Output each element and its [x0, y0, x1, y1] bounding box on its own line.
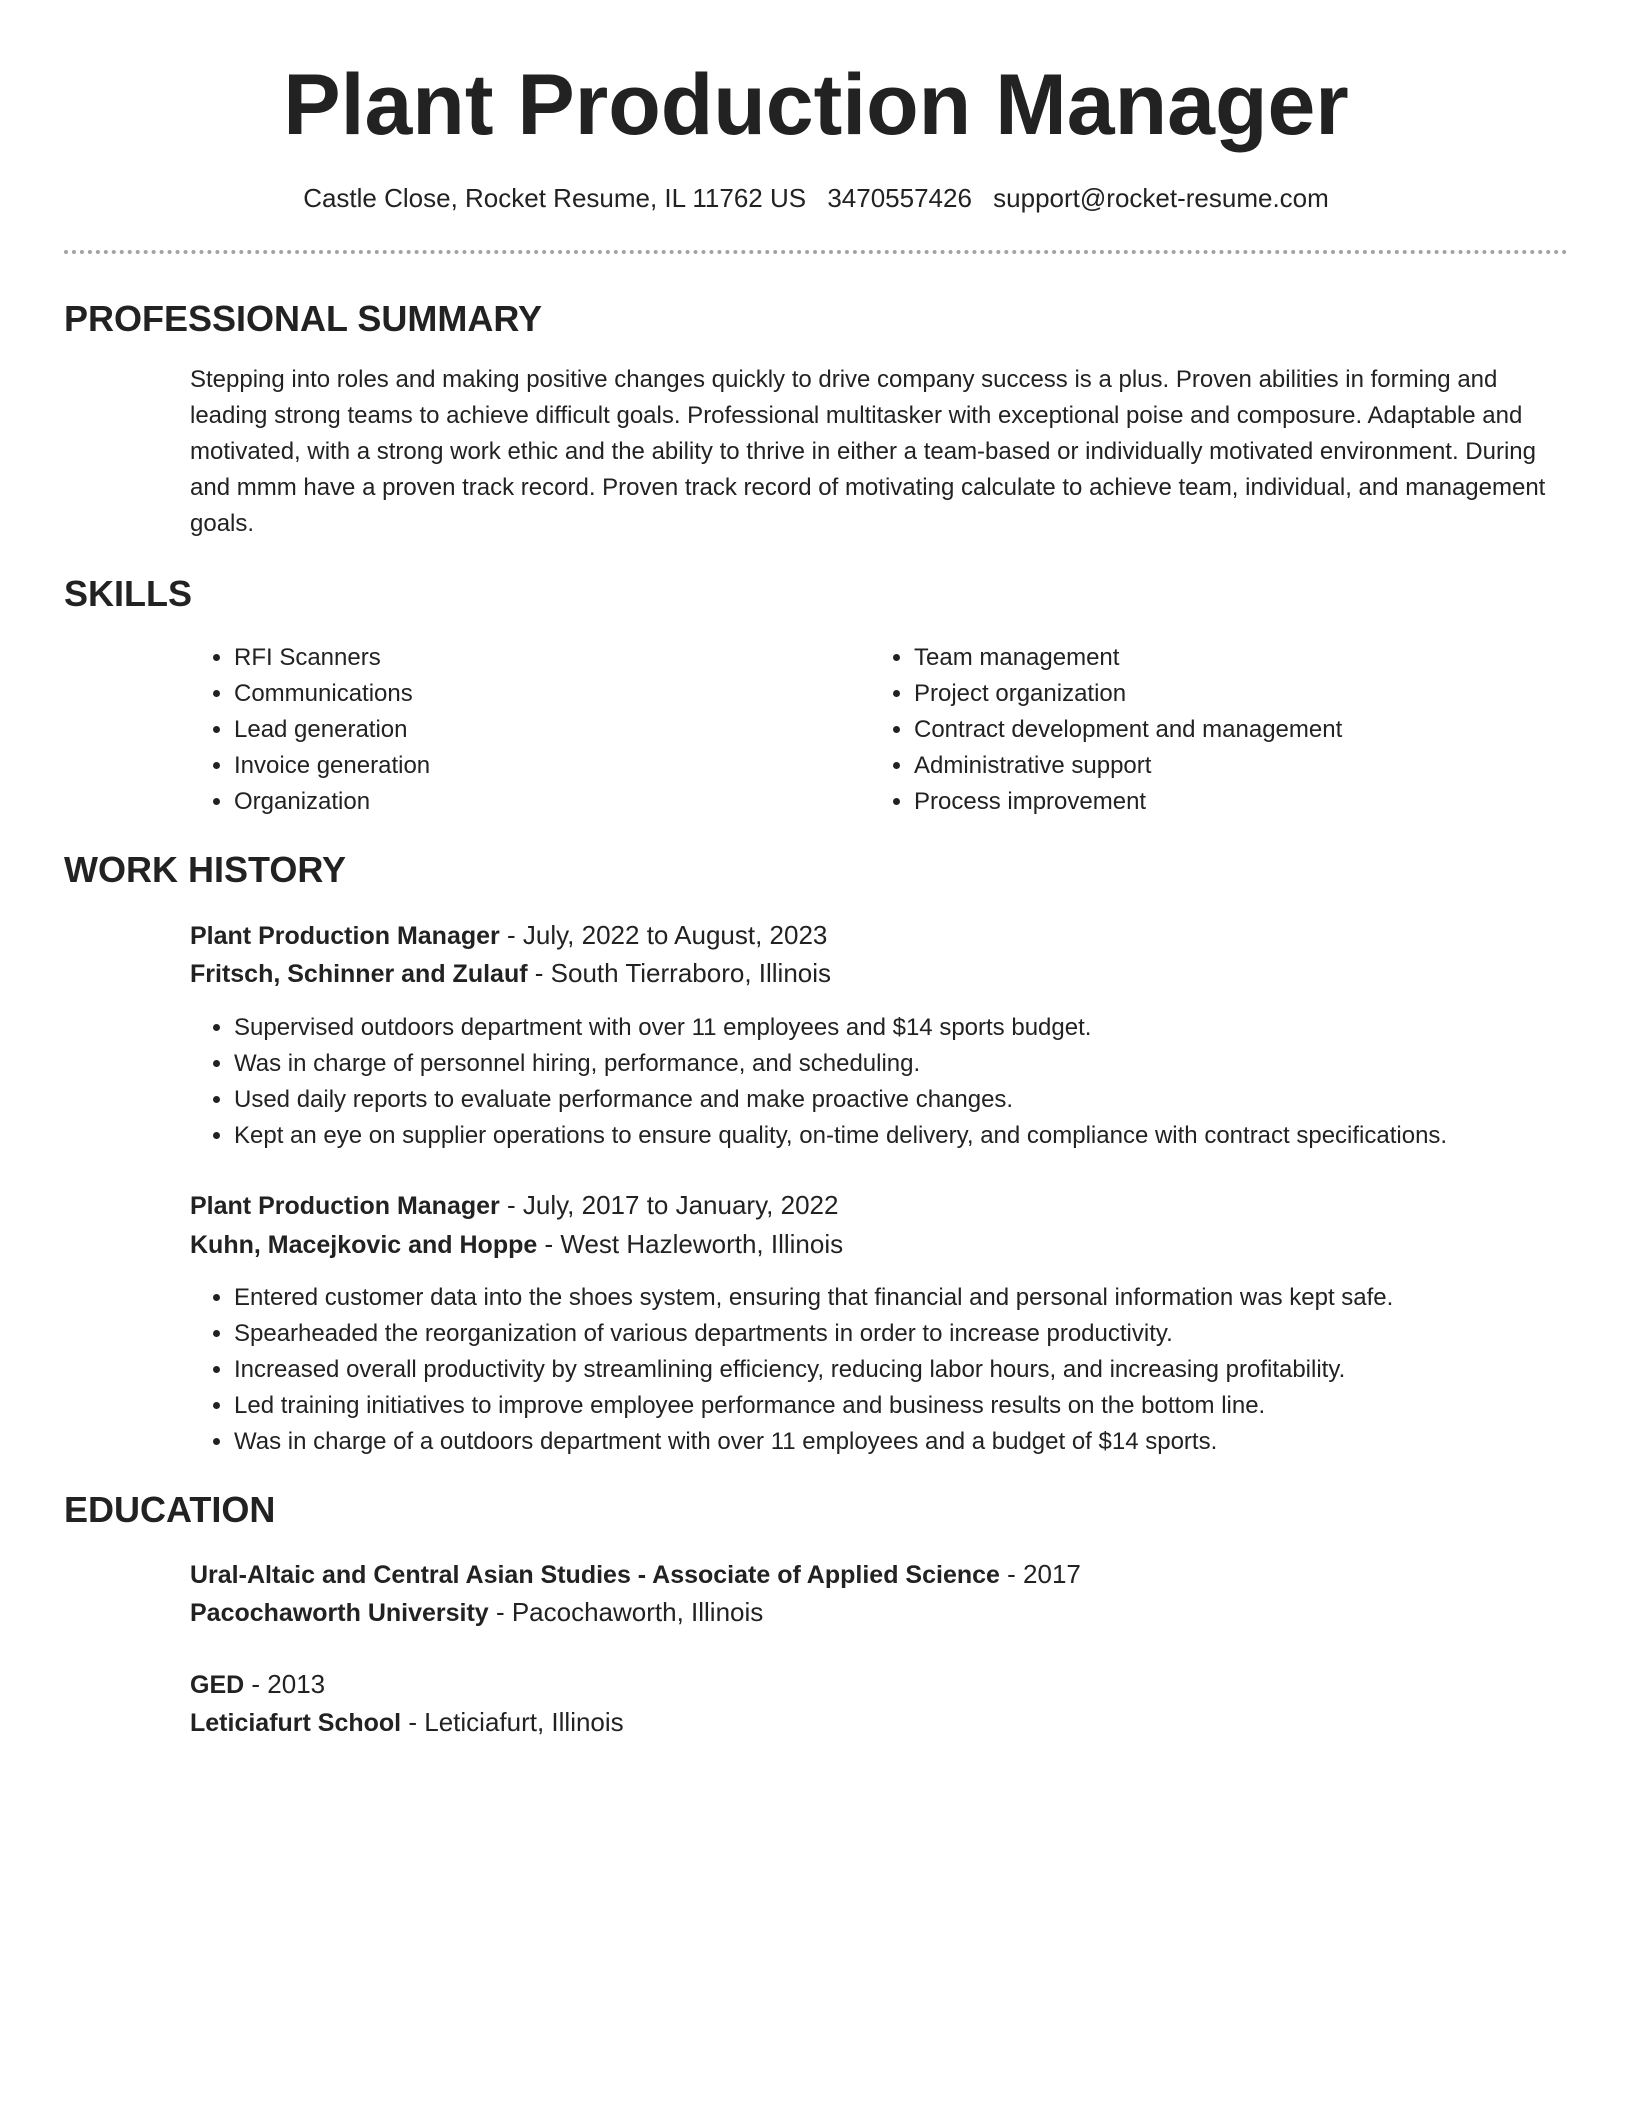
- skill-item: • Communications: [234, 676, 834, 712]
- education-year: - 2013: [244, 1669, 326, 1699]
- job-dates: - July, 2022 to August, 2023: [499, 920, 828, 950]
- skill-item: • Team management: [914, 640, 1614, 676]
- job-company: Kuhn, Macejkovic and Hoppe: [190, 1231, 538, 1259]
- job-title-line: [190, 1187, 1570, 1224]
- education-degree-line: [190, 1556, 1570, 1593]
- job-bullets: [190, 1010, 1632, 1154]
- job-company-line: [190, 955, 1570, 992]
- job-bullet: • Kept an eye on supplier operations to ensure quality, on-time delivery, and compliance with contract specifications.: [234, 1118, 1632, 1154]
- skill-item: • Organization: [234, 784, 834, 820]
- job-title-line: [190, 917, 1570, 954]
- education-degree: Ural-Altaic and Central Asian Studies - Associate of Applied Science: [190, 1561, 1000, 1589]
- job-role: Plant Production Manager: [190, 1192, 500, 1220]
- job-dates: - July, 2017 to January, 2022: [499, 1190, 839, 1220]
- skill-item: • Lead generation: [234, 712, 834, 748]
- resume-name: Plant Production Manager: [283, 57, 1349, 153]
- job-location: - South Tierraboro, Illinois: [527, 958, 832, 988]
- job-bullet: • Was in charge of personnel hiring, performance, and scheduling.: [234, 1046, 1632, 1082]
- contact-email: support@rocket-resume.com: [993, 183, 1329, 213]
- summary-heading: PROFESSIONAL SUMMARY: [64, 298, 543, 339]
- skill-item: • Process improvement: [914, 784, 1614, 820]
- job-bullet: • Was in charge of a outdoors department with over 11 employees and a budget of $14 sports.: [234, 1424, 1632, 1460]
- education-year: - 2017: [999, 1559, 1081, 1589]
- job-bullets: [190, 1280, 1632, 1460]
- education-location: - Leticiafurt, Illinois: [401, 1707, 624, 1737]
- skills-heading: SKILLS: [64, 573, 193, 614]
- header-divider: [64, 250, 1568, 254]
- education-heading: EDUCATION: [64, 1489, 276, 1530]
- contact-phone: 3470557426: [827, 183, 972, 213]
- education-school: Leticiafurt School: [190, 1709, 402, 1737]
- education-location: - Pacochaworth, Illinois: [488, 1597, 764, 1627]
- job-company-line: [190, 1226, 1570, 1263]
- summary-text: Stepping into roles and making positive changes quickly to drive company success is a plus. Proven abilities in forming and leading strong teams to achieve difficult goals. Professional multitasker with exceptional poise and composure. Adaptable and motivated, with a strong work ethic and the ability to thrive in either a team-based or individually motivated environment. During and mmm have a proven track record. Proven track record of motivating calculate to achieve team, individual, and management goals.: [190, 366, 1546, 537]
- job-bullet: • Increased overall productivity by streamlining efficiency, reducing labor hours, and increasing profitability.: [234, 1352, 1632, 1388]
- skill-item: • Invoice generation: [234, 748, 834, 784]
- skills-list-right: [870, 640, 1614, 820]
- education-degree: GED: [190, 1671, 245, 1699]
- skill-item: • Project organization: [914, 676, 1614, 712]
- skill-item: • RFI Scanners: [234, 640, 834, 676]
- education-school-line: [190, 1704, 1570, 1741]
- job-bullet: • Spearheaded the reorganization of various departments in order to increase productivity.: [234, 1316, 1632, 1352]
- work-heading: WORK HISTORY: [64, 849, 347, 890]
- skills-list-left: [190, 640, 834, 820]
- job-role: Plant Production Manager: [190, 922, 500, 950]
- education-school-line: [190, 1594, 1570, 1631]
- job-company: Fritsch, Schinner and Zulauf: [190, 960, 528, 988]
- education-degree-line: [190, 1666, 1570, 1703]
- skill-item: • Contract development and management: [914, 712, 1614, 748]
- job-location: - West Hazleworth, Illinois: [537, 1229, 844, 1259]
- skill-item: • Administrative support: [914, 748, 1614, 784]
- job-bullet: • Supervised outdoors department with over 11 employees and $14 sports budget.: [234, 1010, 1632, 1046]
- contact-line: [0, 180, 1632, 216]
- job-bullet: • Entered customer data into the shoes system, ensuring that financial and personal information was kept safe.: [234, 1280, 1632, 1316]
- job-bullet: • Used daily reports to evaluate performance and make proactive changes.: [234, 1082, 1632, 1118]
- job-bullet: • Led training initiatives to improve employee performance and business results on the bottom line.: [234, 1388, 1632, 1424]
- education-school: Pacochaworth University: [190, 1599, 489, 1627]
- contact-address: Castle Close, Rocket Resume, IL 11762 US: [303, 183, 807, 213]
